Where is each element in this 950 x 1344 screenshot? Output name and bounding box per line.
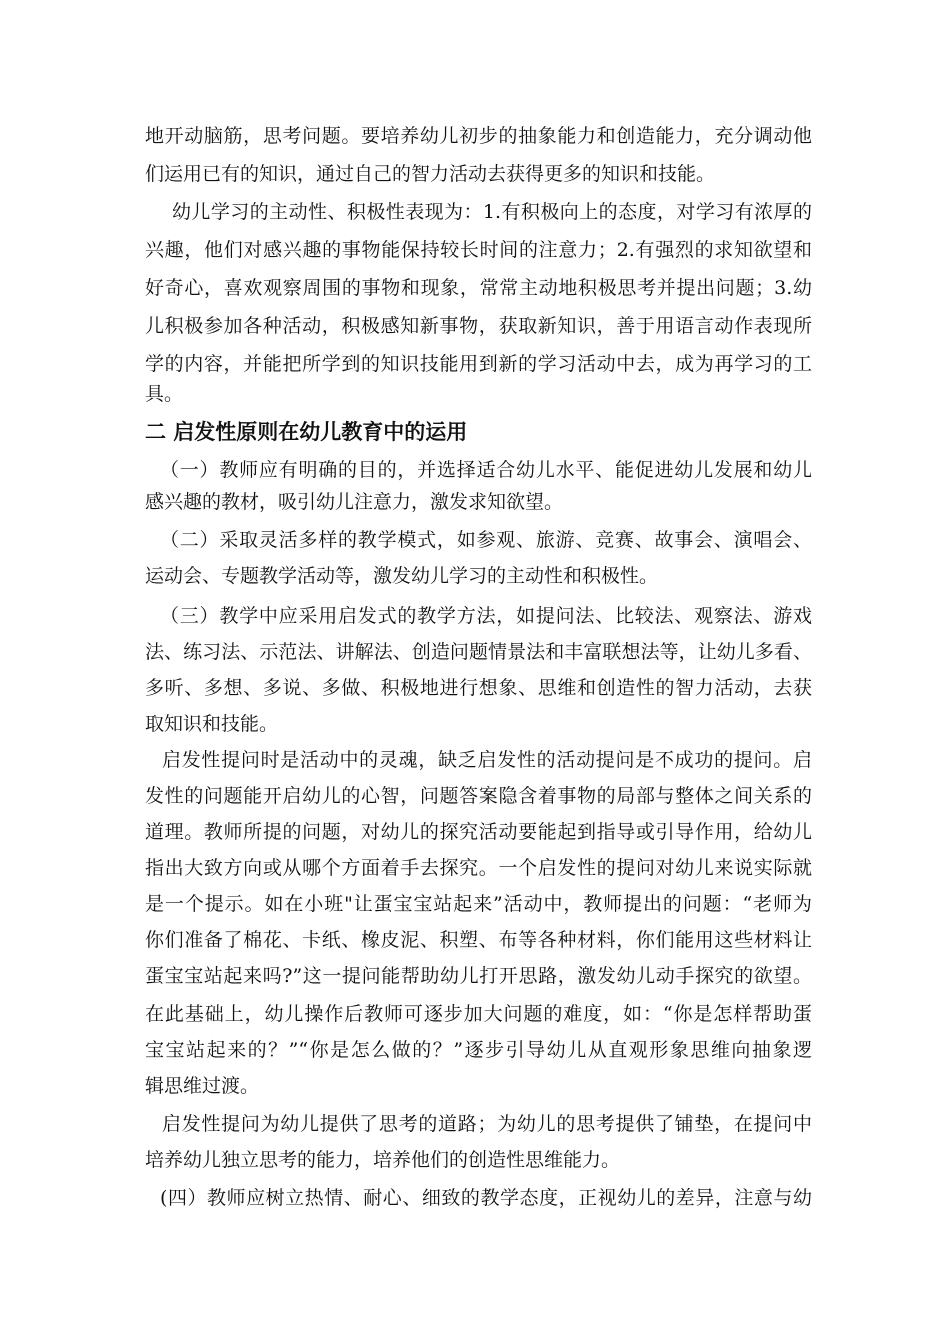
text-line: 指出大致方向或从哪个方面着手去探究。一个启发性的提问对幼儿来说实际就 <box>145 857 812 879</box>
text-line: 具。 <box>145 383 184 405</box>
list-item-first-line: （一）教师应有明确的目的，并选择适合幼儿水平、能促进幼儿发展和幼儿 <box>160 459 812 481</box>
text-line: 辑思维过渡。 <box>145 1075 260 1097</box>
text-line: 感兴趣的教材，吸引幼儿注意力，激发求知欲望。 <box>145 491 564 513</box>
text-line: 法、练习法、示范法、讲解法、创造问题情景法和丰富联想法等，让幼儿多看、 <box>145 641 812 663</box>
text-line: 好奇心，喜欢观察周围的事物和现象，常常主动地积极思考并提出问题；3.幼 <box>145 277 812 299</box>
list-item-first-line: （二）采取灵活多样的教学模式，如参观、旅游、竞赛、故事会、演唱会、 <box>160 529 812 551</box>
section-heading: 二 启发性原则在幼儿教育中的运用 <box>145 420 468 444</box>
text-line: 地开动脑筋，思考问题。要培养幼儿初步的抽象能力和创造能力，充分调动他 <box>145 125 812 147</box>
text-line: 运动会、专题教学活动等，激发幼儿学习的主动性和积极性。 <box>145 565 659 587</box>
text-line: 发性的问题能开启幼儿的心智，问题答案隐含着事物的局部与整体之间关系的 <box>145 785 812 807</box>
text-line: 宝宝站起来的？”“你是怎么做的？”逐步引导幼儿从直观形象思维向抽象逻 <box>145 1039 812 1061</box>
text-line: 们运用已有的知识，通过自己的智力活动去获得更多的知识和技能。 <box>145 163 716 185</box>
text-line: 学的内容，并能把所学到的知识技能用到新的学习活动中去，成为再学习的工 <box>145 353 812 375</box>
text-line: 在此基础上，幼儿操作后教师可逐步加大问题的难度，如：“你是怎样帮助蛋 <box>145 1003 812 1025</box>
list-item-first-line: (四）教师应树立热情、耐心、细致的教学态度，正视幼儿的差异，注意与幼 <box>160 1187 812 1209</box>
text-line: 多听、多想、多说、多做、积极地进行想象、思维和创造性的智力活动，去获 <box>145 677 812 699</box>
text-line: 培养幼儿独立思考的能力，培养他们的创造性思维能力。 <box>145 1149 621 1171</box>
text-line: 儿积极参加各种活动，积极感知新事物，获取新知识，善于用语言动作表现所 <box>145 315 812 337</box>
text-line: 兴趣，他们对感兴趣的事物能保持较长时间的注意力；2.有强烈的求知欲望和 <box>145 239 812 261</box>
text-line: 蛋宝宝站起来吗?”这一提问能帮助幼儿打开思路，激发幼儿动手探究的欲望。 <box>145 965 812 987</box>
text-line: 道理。教师所提的问题，对幼儿的探究活动要能起到指导或引导作用，给幼儿 <box>145 821 812 843</box>
paragraph-first-line: 启发性提问时是活动中的灵魂，缺乏启发性的活动提问是不成功的提问。启 <box>162 749 812 771</box>
text-line: 你们准备了棉花、卡纸、橡皮泥、积塑、布等各种材料，你们能用这些材料让 <box>145 929 812 951</box>
paragraph-first-line: 启发性提问为幼儿提供了思考的道路；为幼儿的思考提供了铺垫，在提问中 <box>162 1113 812 1135</box>
paragraph-first-line: 幼儿学习的主动性、积极性表现为：1.有积极向上的态度，对学习有浓厚的 <box>172 201 812 223</box>
text-line: 取知识和技能。 <box>145 713 279 735</box>
text-line: 是一个提示。如在小班"让蛋宝宝站起来”活动中，教师提出的问题：“老师为 <box>145 893 812 915</box>
list-item-first-line: （三）教学中应采用启发式的教学方法，如提问法、比较法、观察法、游戏 <box>160 605 812 627</box>
